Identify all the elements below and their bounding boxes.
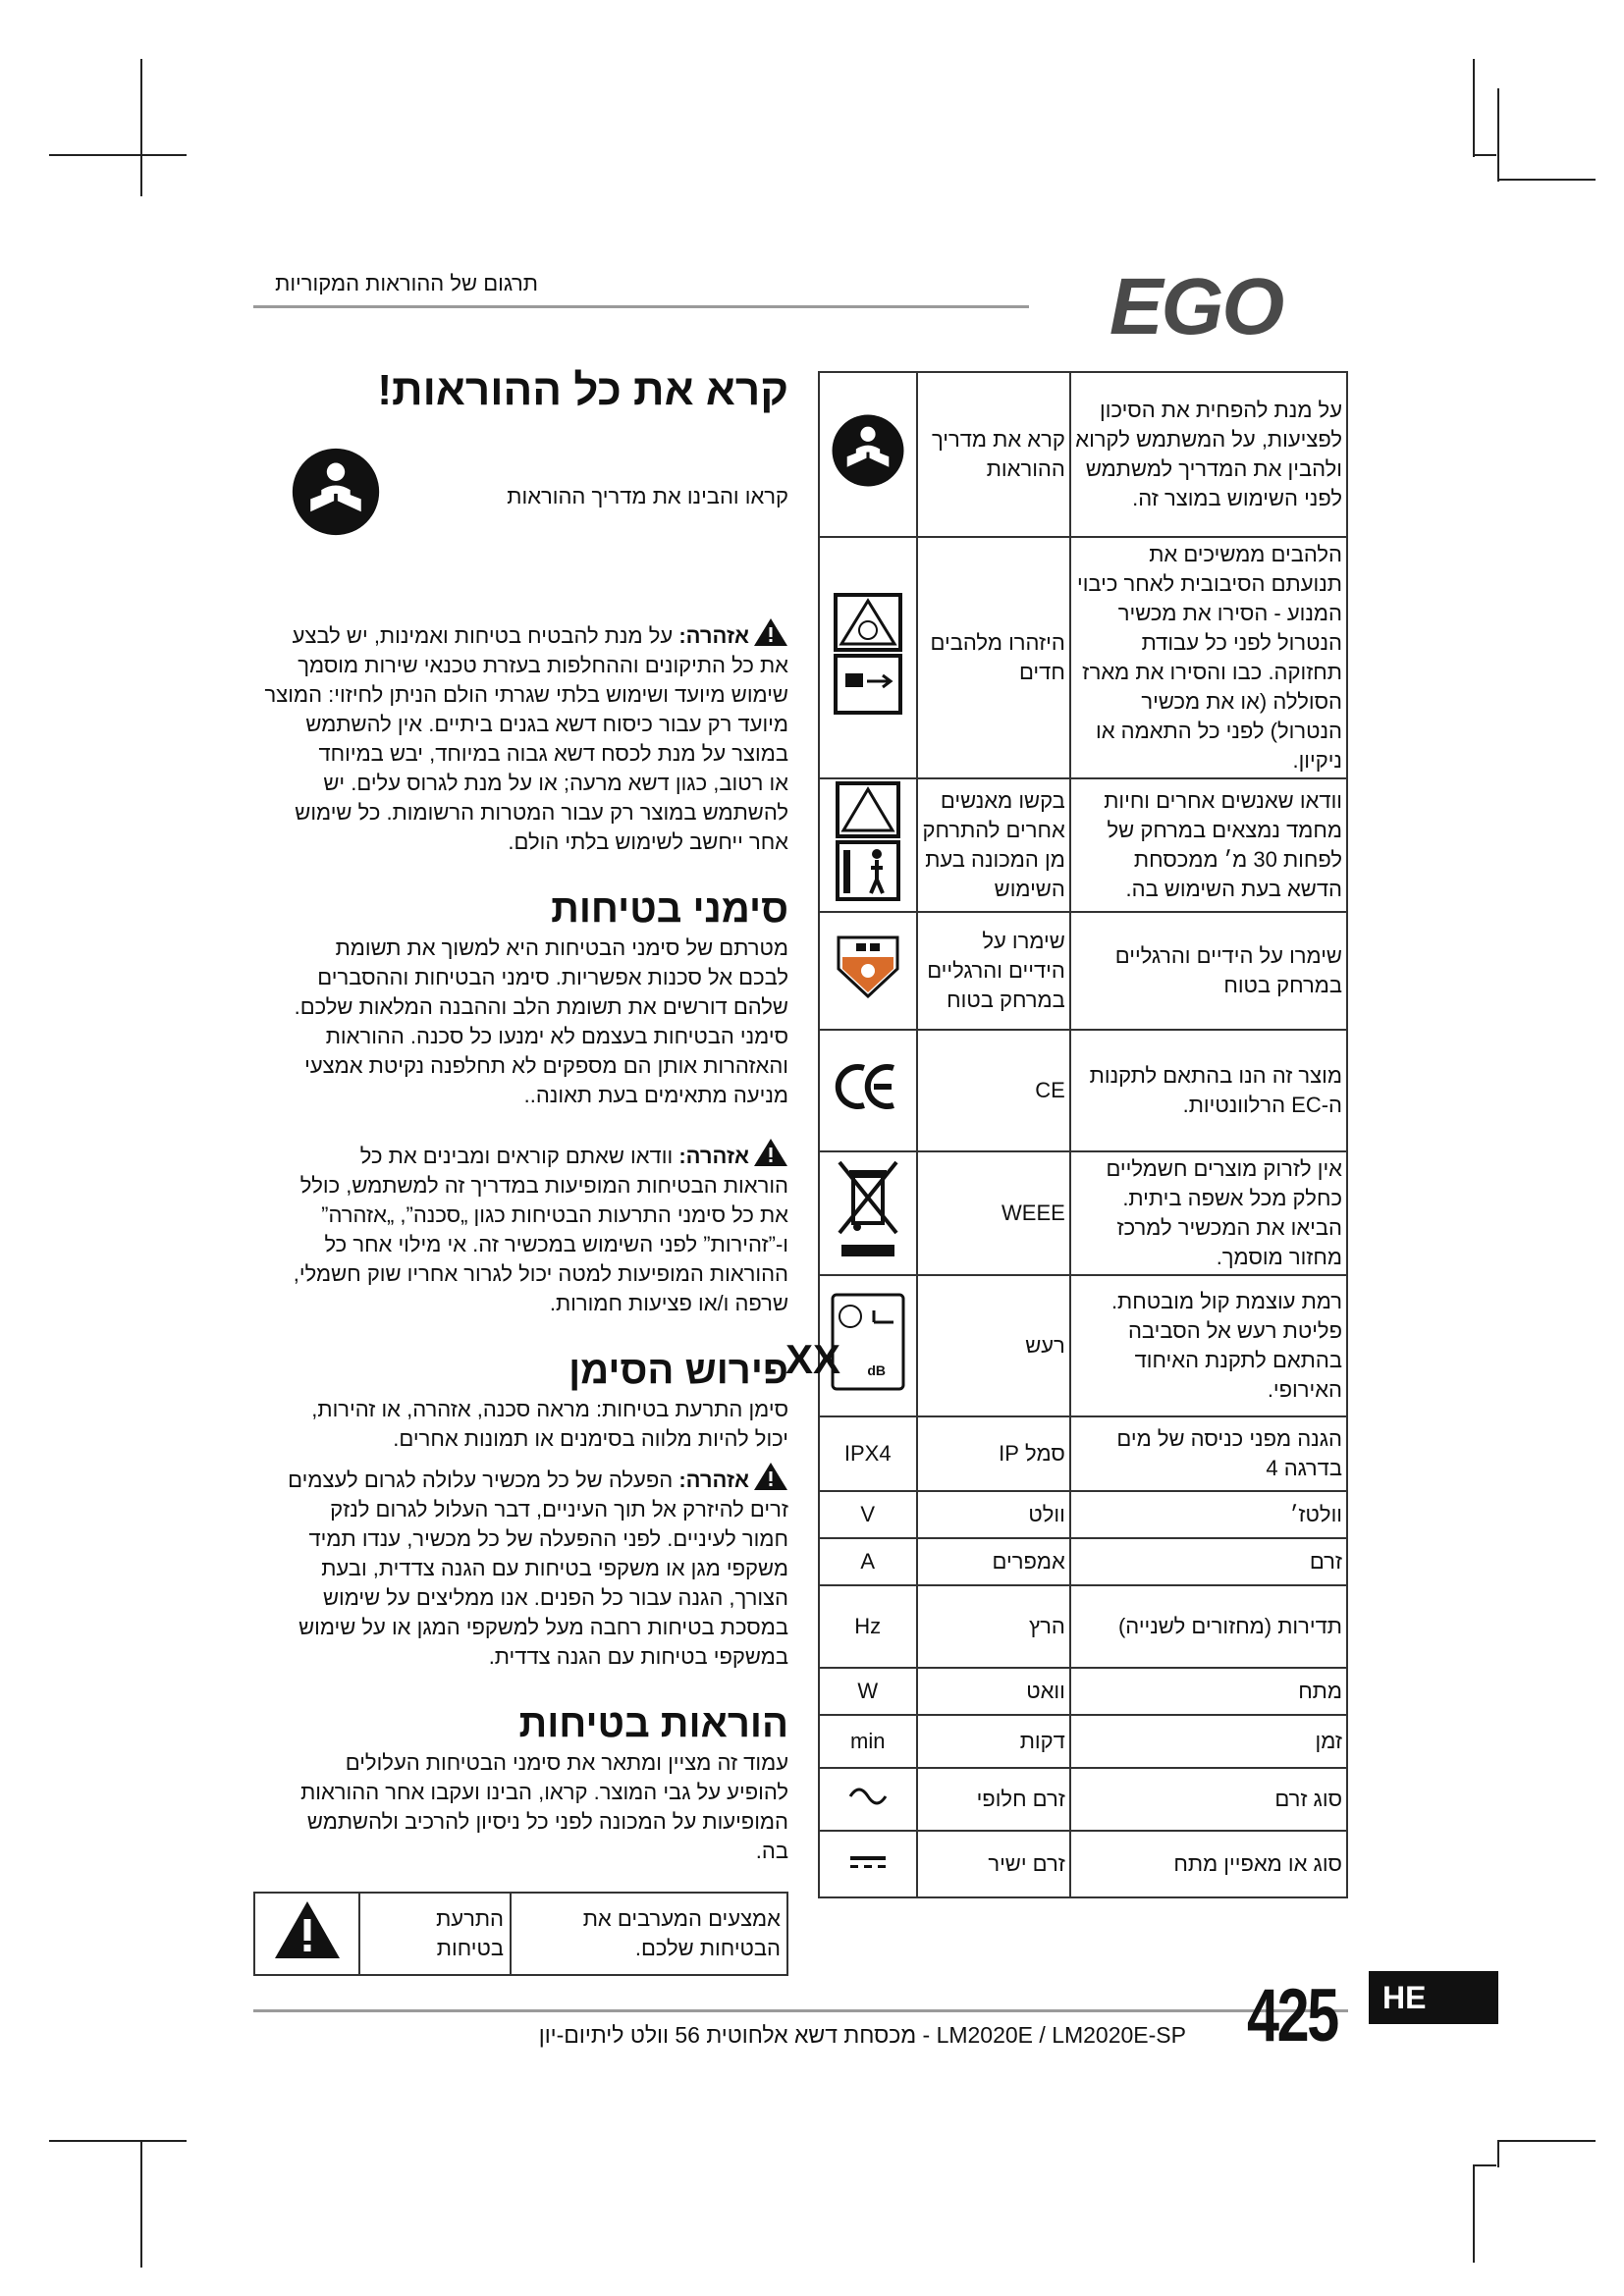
hertz-symbol: Hz	[819, 1585, 917, 1668]
amp-symbol: A	[819, 1538, 917, 1585]
page-heading: קרא את כל ההוראות!	[377, 366, 788, 414]
safety-alert-box	[253, 1892, 788, 1976]
read-manual-row	[253, 447, 788, 564]
warning-eye-protection: אזהרה: הפעלה של כל מכשיר עלולה לגרום לעצמים זרים להיזרק אל תוך העיניים, דבר העלול לגרום לנזק חמור לעיניים. לפני ההפעלה של כל מכשיר, ענדו תמיד משקפי מגן או משקפי בטיחות עם הגנה צדדית, ובעת הצורך, הגנה עבור כל הפנים. אנו ממליצים על שימוש במסכת בטיחות רחבה מעל למשקפי המגן או על שימוש במשקפי בטיחות עם הגנה צדדית.	[253, 1462, 788, 1672]
section-heading-safety-instructions: הוראות בטיחות	[518, 1701, 788, 1745]
crop-mark	[1473, 154, 1496, 156]
table-row: רמת עוצמת קול מובטחת. פליטת רעש אל הסביבה בהתאם לתקנת האיחוד האירופי. רעש XX dB	[819, 1275, 1347, 1416]
watt-symbol: W	[819, 1668, 917, 1715]
crop-mark	[140, 59, 142, 196]
safety-symbols-text: מטרתם של סימני הבטיחות היא למשוך את תשומת לבכם אל סכנות אפשריות. סימני הבטיחות וההסברים שלהם דורשים את תשומת הלב וההבנה המלאות שלכם. סימני הבטיחות בעצמם לא ימנעו כל סכנה. ההוראות והאזהרות אותן הם מספקים לא תחלפנה נקיטת אמצעי מניעה מתאימים בעת תאונה..	[294, 934, 788, 1107]
volt-symbol: V	[819, 1491, 917, 1538]
table-row: על מנת להפחית את הסיכון לפציעות, על המשתמש לקרוא ולהבין את המדריך למשתמש לפני השימוש במוצר זה. קרא את מדריך ההוראות	[819, 372, 1347, 537]
footer-divider	[253, 2009, 1348, 2012]
warning-label: אזהרה:	[678, 1467, 749, 1492]
warning-triangle-icon	[273, 1899, 342, 1960]
read-manual-icon	[831, 413, 905, 488]
crop-mark	[1473, 2164, 1475, 2263]
svg-text:dB: dB	[867, 1362, 886, 1378]
table-row: זמן דקות min	[819, 1715, 1347, 1768]
table-row: תדירות (מחזורים לשנייה) הרץ Hz	[819, 1585, 1347, 1668]
warning-icon	[753, 1138, 788, 1167]
table-row: מתח וואט W	[819, 1668, 1347, 1715]
footer-model-text: LM2020E / LM2020E-SP - מכסחת דשא אלחוטית 56 וולט ליתיום-יון	[538, 2022, 1186, 2048]
warning-label: אזהרה:	[678, 622, 749, 648]
left-column	[253, 365, 788, 1976]
warning-icon	[753, 617, 788, 647]
safety-instructions-text: עמוד זה מציין ומתאר את סימני הבטיחות העלולים להופיע על גבי המוצר. קראו, הבינו ועקבו אחר ההוראות המופיעות על המכונה לפני כל ניסיון להרכיב ולהשתמש בה.	[300, 1749, 788, 1863]
crop-mark	[1497, 2140, 1499, 2167]
header-divider	[253, 305, 1029, 308]
header-title: תרגום של ההוראות המקוריות	[275, 271, 538, 295]
crop-mark	[1473, 2164, 1496, 2166]
noise-icon	[785, 1293, 905, 1391]
crop-mark	[1497, 179, 1596, 181]
sharp-blades-icon	[834, 593, 902, 715]
ac-icon	[848, 1787, 888, 1806]
crop-mark	[1473, 59, 1475, 157]
warning-intended-use: אזהרה: על מנת להבטיח בטיחות ואמינות, יש לבצע את כל התיקונים וההחלפות בעזרת טכנאי שירות מוסמך שימוש מיועד ושימוש בלתי שגרתי הולם הניתן לחיזוי: המוצר מיועד רק עבור כיסוח דשא בגנים ביתיים. אין להשתמש במוצר על מנת לכסח דשא גבוה במיוחד, יבש במיוחד או רטוב, כגון דשא מרעה; או על מנת לגרוס עלים. יש להשתמש במוצר רק עבור המטרות הרשומות. כל שימוש אחר ייחשב לשימוש בלתי הולם.	[253, 617, 788, 857]
crop-mark	[49, 154, 187, 156]
warning-icon	[753, 1462, 788, 1491]
table-row: וודאו שאנשים אחרים וחיות מחמד נמצאים במרחק של לפחות 30 מ׳ ממכסחת הדשא בעת השימוש בה. בקשו מאנשים אחרים להתרחק מן המכונה בעת השימוש	[819, 778, 1347, 912]
table-row: מוצר זה הנו בהתאם לתקנות ה-EC הרלוונטיות. CE	[819, 1030, 1347, 1151]
symbol-meaning-text: סימן התרעת בטיחות: מראה סכנה, אזהרה, או זהירות, יכול להיות מלווה בסימנים או תמונות אחרים.	[311, 1396, 788, 1451]
table-row: זרם אמפרים A	[819, 1538, 1347, 1585]
table-row: אין לזרוק מוצרים חשמליים כחלק מכל אשפה ביתית. הביאו את המכשיר למרכז מחזור מוסמך. WEEE	[819, 1151, 1347, 1275]
safety-alert-name: התרעת בטיחות	[359, 1893, 511, 1975]
table-row: סוג או מאפיין מתח זרם ישיר	[819, 1831, 1347, 1897]
read-manual-icon	[291, 447, 381, 537]
table-row: וולטז׳ וולט V	[819, 1491, 1347, 1538]
hands-feet-icon	[833, 935, 903, 998]
crop-mark	[1497, 2140, 1596, 2142]
page-number: 425	[1247, 1974, 1337, 2057]
ipx4-symbol: IPX4	[819, 1416, 917, 1491]
symbols-table	[785, 371, 1348, 1898]
language-badge: HE	[1369, 1971, 1498, 2024]
ce-icon	[837, 1062, 899, 1111]
warning-read-instructions: אזהרה: וודאו שאתם קוראים ומבינים את כל הוראות הבטיחות המופיעות במדריך זה למשתמש, כולל את כל סימני התרעות הבטיחות כגון „סכנה”, „אזהרה” ו-”זהירות” לפני השימוש במכשיר זה. אי מילוי אחר כל ההוראות המופיעות למטה יכול לגרור אחריו שוק חשמלי, שרפה ו/או פציעות חמורות.	[253, 1138, 788, 1318]
ego-logo	[1049, 262, 1343, 351]
crop-mark	[49, 2140, 187, 2142]
crop-mark	[140, 2140, 142, 2268]
table-row: הגנה מפני כניסה של מים בדרגה 4 סמל IP IPX4	[819, 1416, 1347, 1491]
table-row: שימרו על הידיים והרגליים במרחק בטוח שימרו על הידיים והרגליים במרחק בטוח	[819, 912, 1347, 1030]
logo-text: EGO	[1109, 262, 1283, 351]
dc-icon	[848, 1853, 888, 1871]
warning-label: אזהרה:	[678, 1143, 749, 1168]
crop-mark	[1497, 88, 1499, 182]
noise-level-marker: XX	[785, 1336, 840, 1382]
minutes-symbol: min	[819, 1715, 917, 1768]
section-heading-safety-symbols: סימני בטיחות	[551, 886, 788, 931]
table-row: הלהבים ממשיכים את תנועתם הסיבובית לאחר כיבוי המנוע - הסירו את מכשיר הנטרול לפני כל עבודת תחזוקה. כבו והסירו את מארז הסוללה (או את מכשיר הנטרול) לפני כל התאמה או ניקיון. היזהרו מלהבים חדים	[819, 537, 1347, 778]
safety-alert-desc: אמצעים המערבים את הבטיחות שלכם.	[511, 1893, 787, 1975]
keep-away-icon	[836, 781, 900, 901]
section-heading-symbol-meaning: פירוש הסימן	[568, 1348, 788, 1392]
read-manual-text: קראו והבינו את מדריך ההוראות	[507, 483, 788, 508]
table-row: סוג זרם זרם חלופי	[819, 1768, 1347, 1831]
weee-icon	[836, 1158, 900, 1260]
